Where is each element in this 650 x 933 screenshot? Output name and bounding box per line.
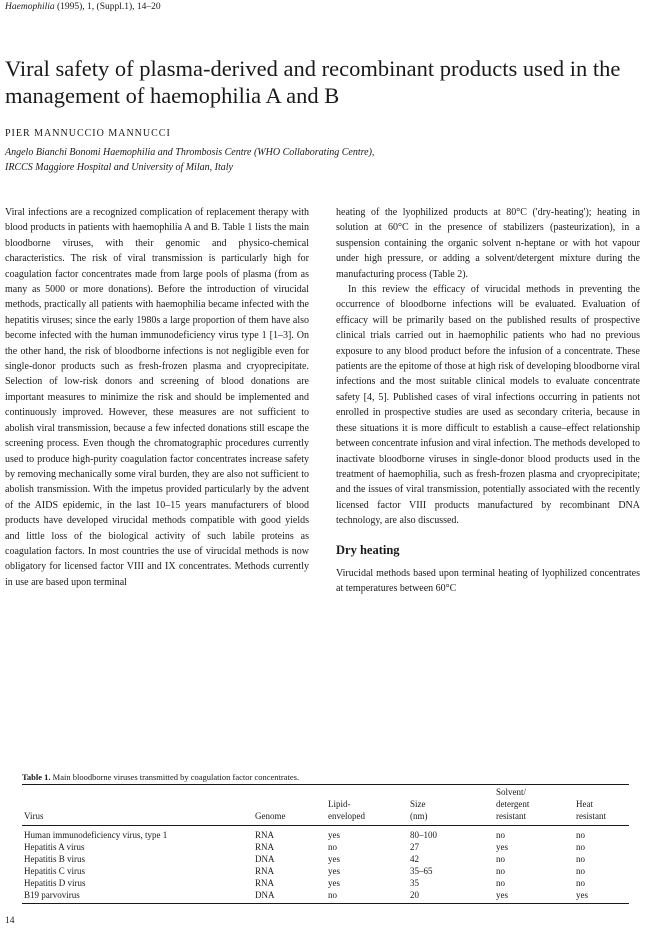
- table-cell: no: [576, 878, 585, 888]
- table-cell: Hepatitis A virus: [24, 842, 85, 852]
- body-column-right: [336, 205, 640, 597]
- table-cell: 80–100: [410, 830, 437, 840]
- col-header-size: [408, 785, 494, 826]
- journal-citation: (1995), 1, (Suppl.1), 14–20: [54, 2, 161, 12]
- col-header-lipid-text: Lipid- enveloped: [328, 799, 365, 821]
- col-header-lipid-enveloped: [326, 785, 408, 826]
- running-head: [5, 2, 161, 12]
- table-cell: RNA: [255, 878, 275, 888]
- page-number: 14: [5, 916, 15, 926]
- intro-paragraph: Viral infections are a recognized complication of replacement therapy with blood products in patients with haemophilia A and B. Table 1 lists the main bloodborne viruses, with their genomic and physico-chemical characteristics. The risk of viral transmission is particularly high for coagulation factor concentrates made from large pools of plasma (from as many as 5000 or more donations). Before the introduction of virucidal methods, practically all patients with haemophilia became infected with the hepatitis viruses; since the early 1980s a large proportion of them have also become infected with the human immunodeficiency virus type 1 [1–3]. On the other hand, the risk of bloodborne infections is not negligible even for single-donor products such as fresh-frozen plasma and cryoprecipitate. Selection of low-risk donors and screening of blood donations are important measures to minimize the risk and should be implemented and continuously improved. However, these measures are not sufficient to abolish viral transmission, because a few infected donations still escape the screening process. Even though the chromatographic procedures currently used to produce high-purity coagulation factor concentrates increase safety by removing mechanically some viral burden, they are also not sufficient to abolish transmission. With the impetus provided particularly by the advent of the AIDS epidemic, in the last 10–15 years manufacturers of blood products have developed virucidal methods compatible with good yields and little loss of the biological activity of such labile proteins as coagulation factors. In most countries the use of virucidal methods is now obligatory for licensed factor VIII and IX concentrates. Methods currently in use are based upon terminal: [5, 207, 309, 588]
- author-affiliation: [5, 145, 635, 175]
- table-cell: RNA: [255, 866, 275, 876]
- table-cell: RNA: [255, 842, 275, 852]
- table-cell: DNA: [253, 889, 326, 904]
- table-cell: B19 parvovirus: [22, 889, 253, 904]
- journal-name: Haemophilia: [5, 2, 55, 12]
- col-header-genome: [253, 785, 326, 826]
- section-heading-dry-heating: Dry heating: [336, 542, 400, 557]
- table-caption-text: Main bloodborne viruses transmitted by coagulation factor concentrates.: [50, 772, 300, 782]
- table-cell: Hepatitis B virus: [24, 854, 85, 864]
- col-header-virus: [22, 785, 253, 826]
- table-caption: [22, 772, 632, 782]
- table-row: [22, 841, 629, 853]
- table-cell: yes: [494, 889, 574, 904]
- table-row: [22, 877, 629, 889]
- methods-paragraph: heating of the lyophilized products at 80°C ('dry-heating'); heating in solution at 60°C in the presence of stabilizers (pasteurization), in a suspension containing the organic solvent n-heptane or with hot vapour under high pressure, or adding a solvent/detergent mixture during the manufacturing process (Table 2).: [336, 207, 640, 280]
- col-header-solvent-text: Solvent/ detergent resistant: [496, 787, 530, 821]
- table-cell: no: [328, 842, 337, 852]
- table-cell: no: [576, 830, 585, 840]
- table-cell: 35–65: [410, 866, 433, 876]
- affiliation-line-2: IRCCS Maggiore Hospital and University of Milan, Italy: [5, 162, 233, 173]
- table-cell: yes: [328, 878, 340, 888]
- table-cell: no: [496, 854, 505, 864]
- table-cell: Hepatitis C virus: [24, 866, 85, 876]
- table-cell: no: [576, 854, 585, 864]
- table-cell: no: [576, 842, 585, 852]
- table-row: [22, 865, 629, 877]
- table-cell: 35: [410, 878, 419, 888]
- table-cell: no: [496, 830, 505, 840]
- table-row: [22, 889, 629, 904]
- table-caption-label: Table 1.: [22, 772, 51, 782]
- table-cell: no: [496, 878, 505, 888]
- col-header-solvent-detergent: [494, 785, 574, 826]
- table-header-row: [22, 785, 629, 826]
- table-cell: 42: [410, 854, 419, 864]
- col-header-heat-text: Heat resistant: [576, 799, 606, 821]
- col-header-virus-text: Virus: [24, 811, 44, 821]
- review-paragraph: In this review the efficacy of virucidal methods in preventing the occurrence of bloodborne infections will be evaluated. Evaluation of efficacy will be primarily based on the published results of prospective clinical trials carried out in haemophilic patients who had no previous exposure to any blood product before the infusion of a concentrate. These patients are the epitome of those at high risk of developing bloodborne viral infections and the most suitable clinical models to evaluate concentrate safety [4, 5]. Published cases of viral infections occurring in patients not enrolled in prospective studies are used as secondary criteria, because in these situations it is more difficult to establish a cause–effect relationship between concentrate infusion and viral infection. The methods developed to inactivate bloodborne viruses in single-donor blood products used in the treatment of haemophilia, such as fresh-frozen plasma and cryoprecipitate; and the issues of viral transmission, potentially associated with the recently licensed factor VIII products manufactured by recombinant DNA technology, are also discussed.: [336, 284, 640, 527]
- table-cell: yes: [496, 842, 508, 852]
- dry-heating-paragraph: Virucidal methods based upon terminal heating of lyophilized concentrates at temperatures between 60°C: [336, 567, 640, 595]
- table-cell: Hepatitis D virus: [24, 878, 86, 888]
- table-cell: no: [576, 866, 585, 876]
- table-row: [22, 826, 629, 842]
- table-cell: yes: [574, 889, 629, 904]
- affiliation-line-1: Angelo Bianchi Bonomi Haemophilia and Thrombosis Centre (WHO Collaborating Centre),: [5, 147, 375, 158]
- table-cell: yes: [328, 854, 340, 864]
- table-cell: DNA: [255, 854, 275, 864]
- article-title: Viral safety of plasma-derived and recombinant products used in the management of haemophilia A and B: [5, 56, 621, 108]
- table-cell: 27: [410, 842, 419, 852]
- virus-table: [22, 784, 629, 904]
- table-cell: no: [496, 866, 505, 876]
- table-cell: RNA: [255, 830, 275, 840]
- author-name: PIER MANNUCCIO MANNUCCI: [5, 128, 171, 139]
- col-header-heat-resistant: [574, 785, 629, 826]
- table-row: [22, 853, 629, 865]
- table-cell: no: [326, 889, 408, 904]
- col-header-genome-text: Genome: [255, 811, 286, 821]
- body-column-left: [5, 205, 309, 590]
- table-cell: yes: [328, 866, 340, 876]
- col-header-size-text: Size (nm): [410, 799, 428, 821]
- table-cell: 20: [408, 889, 494, 904]
- table-cell: Human immunodeficiency virus, type 1: [24, 830, 168, 840]
- table-cell: yes: [328, 830, 340, 840]
